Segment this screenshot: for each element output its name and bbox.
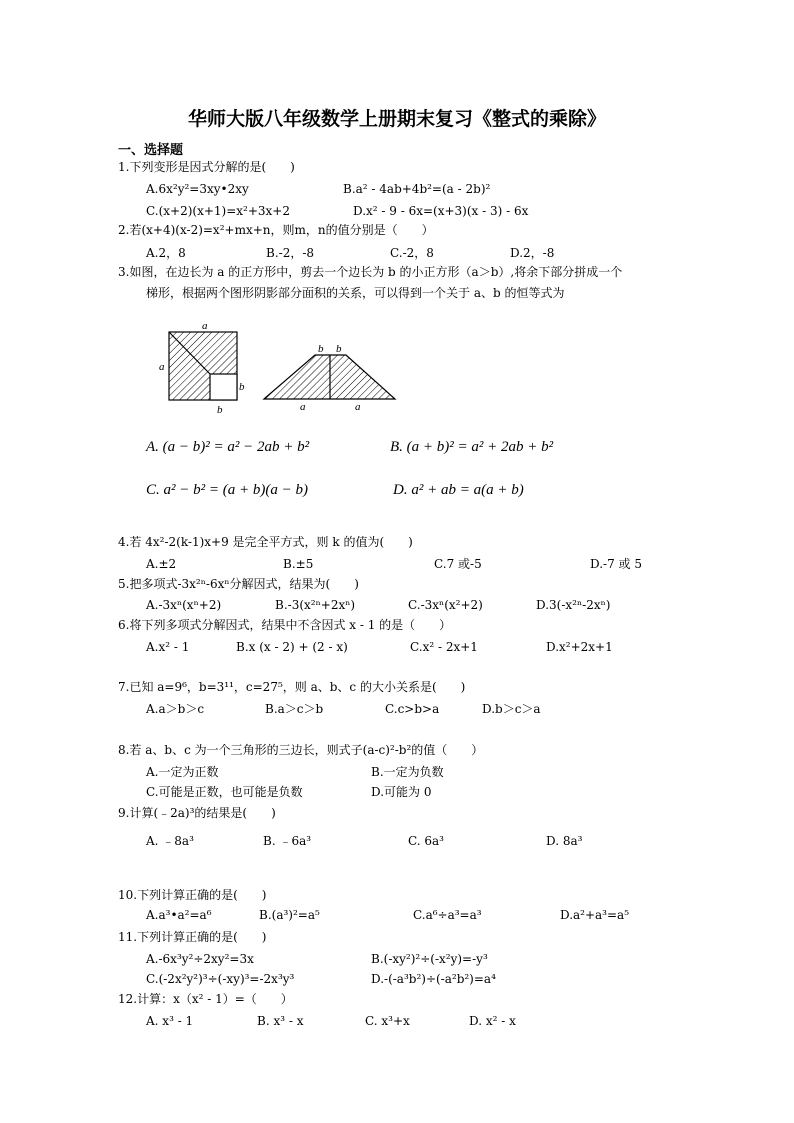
question-2-option-a: A.2，8 [146,246,186,260]
trapezoid-bottom-label-a1: a [300,401,306,413]
question-5-option-a: A.-3xⁿ(xⁿ+2) [146,598,222,612]
question-4-option-a: A.±2 [146,557,177,571]
question-10-option-c: C.a⁶÷a³=a³ [413,908,482,922]
question-4-option-c: C.7 或-5 [434,557,482,571]
question-3-figure [155,318,405,418]
question-3-stem-line1: 3.如图，在边长为 a 的正方形中，剪去一个边长为 b 的小正方形（a＞b）,将余下部分拼成一个 [118,265,623,279]
question-7-option-d: D.b＞c＞a [482,702,541,716]
question-6-option-c: C.x² - 2x+1 [410,640,478,654]
question-6-option-b: B.x (x - 2) + (2 - x) [236,640,348,654]
question-3-option-c: C. a² − b² = (a + b)(a − b) [146,482,308,498]
question-9-option-c: C. 6a³ [408,834,444,848]
trapezoid-bottom-label-a2: a [355,401,361,413]
question-10-stem: 10.下列计算正确的是( ) [118,888,267,902]
question-3-option-a: A. (a − b)² = a² − 2ab + b² [146,439,310,455]
question-11-option-d: D.-(-a³b²)÷(-a²b²)=a⁴ [371,972,496,986]
question-6-option-d: D.x²+2x+1 [546,640,613,654]
question-1-option-b: B.a² - 4ab+4b²=(a - 2b)² [343,182,491,196]
square-label-a: a [202,320,208,332]
question-7-stem: 7.已知 a=9⁶，b=3¹¹，c=27⁵，则 a、b、c 的大小关系是( ) [118,680,466,694]
question-12-option-d: D. x² - x [469,1014,516,1028]
question-4-option-b: B.±5 [283,557,314,571]
question-6-stem: 6.将下列多项式分解因式，结果中不含因式 x - 1 的是（ ） [118,618,452,632]
question-1-option-c: C.(x+2)(x+1)=x²+3x+2 [146,204,290,218]
trapezoid-top-label-b2: b [336,343,342,355]
question-1-option-a: A.6x²y²=3xy•2xy [146,182,249,196]
question-2-option-c: C.-2，8 [390,246,434,260]
question-2-option-d: D.2，-8 [510,246,555,260]
question-8-option-c: C.可能是正数，也可能是负数 [146,785,303,799]
question-11-option-c: C.(-2x²y²)³÷(-xy)³=-2x³y³ [146,972,295,986]
question-6-option-a: A.x² - 1 [146,640,190,654]
page-title: 华师大版八年级数学上册期末复习《整式的乘除》 [187,108,606,130]
question-4-option-d: D.-7 或 5 [590,557,642,571]
question-10-option-d: D.a²+a³=a⁵ [560,908,630,922]
question-12-option-c: C. x³+x [365,1014,410,1028]
question-10-option-a: A.a³•a²=a⁶ [146,908,212,922]
question-9-option-d: D. 8a³ [546,834,583,848]
question-12-stem: 12.计算：x（x² - 1）=（ ） [118,992,293,1006]
trapezoid-top-label-b1: b [318,343,324,355]
question-8-option-d: D.可能为 0 [371,785,432,799]
question-8-option-a: A.一定为正数 [146,765,219,779]
question-5-option-d: D.3(-x²ⁿ-2xⁿ) [536,598,611,612]
question-5-stem: 5.把多项式-3x²ⁿ-6xⁿ分解因式，结果为( ) [118,577,359,591]
section-heading: 一、选择题 [118,143,184,158]
question-9-option-b: B. ﹣6a³ [263,834,312,848]
question-5-option-c: C.-3xⁿ(x²+2) [408,598,483,612]
trapezoid-figure [264,343,395,413]
question-2-stem: 2.若(x+4)(x-2)=x²+mx+n，则m，n的值分别是（ ） [118,223,434,237]
square-side-label-b: b [239,381,245,393]
question-2-option-b: B.-2，-8 [266,246,315,260]
question-3-option-d: D. a² + ab = a(a + b) [393,482,524,498]
question-3-stem-line2: 梯形，根据两个图形阴影部分面积的关系，可以得到一个关于 a、b 的恒等式为 [146,286,565,300]
question-8-option-b: B.一定为负数 [371,765,444,779]
square-figure [159,320,245,416]
question-1-option-d: D.x² - 9 - 6x=(x+3)(x - 3) - 6x [353,204,529,218]
question-11-option-a: A.-6x³y²÷2xy²=3x [146,952,254,966]
question-12-option-b: B. x³ - x [257,1014,304,1028]
question-7-option-a: A.a＞b＞c [146,702,205,716]
question-10-option-b: B.(a³)²=a⁵ [259,908,320,922]
question-9-stem: 9.计算(﹣2a)³的结果是( ) [118,806,276,820]
question-7-option-c: C.c>b>a [385,702,440,716]
question-7-option-b: B.a＞c＞b [265,702,324,716]
question-4-stem: 4.若 4x²-2(k-1)x+9 是完全平方式，则 k 的值为( ) [118,535,413,549]
question-5-option-b: B.-3(x²ⁿ+2xⁿ) [275,598,356,612]
question-9-option-a: A. ﹣8a³ [146,834,194,848]
question-8-stem: 8.若 a、b、c 为一个三角形的三边长，则式子(a-c)²-b²的值（ ） [118,743,484,757]
question-11-option-b: B.(-xy²)²÷(-x²y)=-y³ [371,952,488,966]
question-1-stem: 1.下列变形是因式分解的是( ) [118,160,295,174]
question-3-option-b: B. (a + b)² = a² + 2ab + b² [390,439,554,455]
question-11-stem: 11.下列计算正确的是( ) [118,930,267,944]
question-12-option-a: A. x³ - 1 [146,1014,194,1028]
square-side-label-a: a [159,361,165,373]
square-bottom-label-b: b [217,404,223,416]
